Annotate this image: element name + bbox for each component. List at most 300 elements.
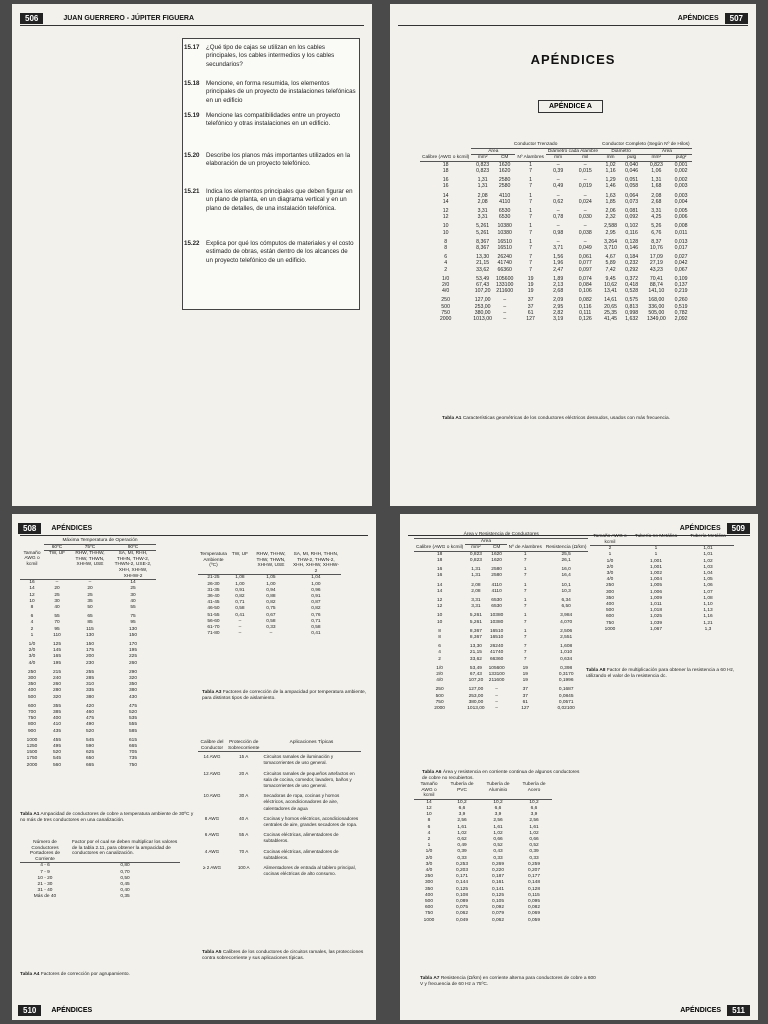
- table-cell: 320: [52, 694, 61, 700]
- table-cell: 0,372: [625, 275, 639, 282]
- page-509: [400, 514, 758, 1020]
- table-cell: 1,96: [553, 260, 564, 267]
- table-cell: 2/0: [28, 648, 36, 654]
- table-cell: 110: [53, 632, 61, 638]
- table-cell: 0,1996: [558, 678, 574, 684]
- page-number: 511: [727, 1005, 750, 1016]
- table-cell: 0,019: [578, 183, 592, 190]
- table-cell: 31 - 40: [37, 888, 53, 894]
- table-cell: 2,506: [560, 628, 573, 634]
- table-row: [414, 551, 588, 558]
- table-cell: 41740: [489, 650, 504, 656]
- table-cell: 2,092: [674, 316, 688, 323]
- table-cell: 50: [87, 604, 93, 610]
- table-cell: 6,6: [458, 805, 466, 811]
- table-cell: 37: [527, 297, 534, 304]
- table-cell: 0,017: [674, 245, 688, 252]
- table-cell: 250: [435, 687, 444, 693]
- table-cell: 1,08: [235, 575, 245, 581]
- table-cell: 410: [52, 722, 61, 728]
- table-cell: 0,102: [625, 223, 639, 230]
- table-cell: –: [583, 192, 587, 199]
- table-cell: 0,106: [578, 288, 592, 295]
- table-cell: 0,82: [235, 593, 245, 599]
- table-cell: 0,040: [625, 161, 639, 168]
- table-cell: 10380: [489, 613, 504, 619]
- table-cell: 1,006: [649, 589, 662, 595]
- table-cell: 400: [27, 688, 36, 694]
- table-cell: 66360: [489, 656, 504, 662]
- table-cell: 12: [442, 208, 449, 214]
- table-cell: 170: [128, 641, 137, 647]
- table-cell: 1: [427, 843, 431, 849]
- question-item: [184, 188, 356, 213]
- table-cell: 46-50: [207, 606, 220, 612]
- table-cell: 13,41: [604, 288, 618, 295]
- table-cell: 12 AWG: [203, 770, 221, 776]
- table-cell: 0,52: [493, 843, 503, 849]
- table-cell: 1/0: [436, 665, 443, 671]
- table-cell: 280: [52, 688, 61, 694]
- caption-text: Factores de corrección de la ampacidad por temperatura ambiente, para distintos tipos de aislamiento.: [202, 690, 366, 701]
- column-header: Nº de Alambres: [508, 544, 542, 550]
- table-cell: 0,3170: [558, 672, 574, 678]
- table-cell: 16,4: [561, 573, 571, 579]
- table-cell: 1,00: [235, 581, 245, 587]
- table-cell: 0,62: [553, 198, 564, 205]
- table-row: [414, 573, 588, 579]
- table-cell: 1,01: [703, 546, 713, 552]
- table-a4-grouping: [20, 840, 180, 901]
- caption-label: Tabla A1: [442, 416, 462, 421]
- page-number: 508: [18, 523, 41, 534]
- temperature-header: 60ºC: [44, 544, 70, 551]
- table-row: [414, 589, 588, 595]
- table-cell: 500: [27, 694, 36, 700]
- header-section: APÉNDICES: [679, 524, 721, 532]
- table-cell: –: [556, 177, 560, 184]
- table-cell: 0,398: [560, 665, 573, 671]
- table-cell: 1,632: [625, 316, 639, 323]
- table-cell: 18: [436, 551, 443, 557]
- table-cell: 2,08: [477, 192, 488, 199]
- question-item: [184, 44, 356, 69]
- table-row: [420, 316, 692, 322]
- table-cell: 0,067: [674, 266, 688, 273]
- table-cell: 0,39: [529, 849, 539, 855]
- caption-circuits: [202, 950, 367, 961]
- table-cell: 10 - 20: [37, 875, 53, 881]
- table-cell: –: [556, 208, 560, 214]
- table-cell: 0,061: [578, 254, 592, 261]
- table-cell: 4/0: [425, 868, 433, 874]
- table-cell: 0,128: [527, 886, 540, 892]
- table-cell: 0,43: [493, 849, 503, 855]
- table-cell: 0,038: [578, 229, 592, 236]
- table-cell: 1620: [491, 551, 502, 557]
- table-cell: 0,40: [120, 888, 130, 894]
- table-cell: 7: [523, 604, 527, 610]
- table-cell: –: [503, 316, 507, 323]
- table-cell: 380: [128, 688, 137, 694]
- table-cell: 1: [523, 551, 527, 557]
- table-cell: 0,80: [120, 863, 130, 869]
- table-cell: 3,710: [604, 245, 618, 252]
- table-cell: 10,62: [604, 282, 618, 289]
- table-cell: 0,33: [457, 855, 467, 861]
- table-cell: 0,125: [455, 886, 468, 892]
- table-cell: 2,08: [477, 198, 488, 205]
- column-header: Tamaño AWG o kcmil: [20, 551, 44, 580]
- table-cell: 4110: [491, 582, 502, 588]
- table-cell: 8: [438, 628, 441, 634]
- table-row: [198, 606, 341, 612]
- table-cell: 0,634: [560, 656, 573, 662]
- column-header: SA, MI, RHH, THHN, THW-2, THWN-2, USE-2, XHH, XHHW, XHHW-2: [110, 551, 156, 580]
- table-row: [198, 582, 341, 588]
- table-cell: 16: [436, 573, 443, 579]
- table-cell: 3,31: [471, 604, 481, 610]
- table-cell: 0,079: [491, 911, 504, 917]
- table-cell: 4: [30, 620, 34, 626]
- table-cell: 1,61: [529, 824, 539, 830]
- table-cell: 0,292: [625, 266, 639, 273]
- table-cell: 0,003: [674, 183, 688, 190]
- table-cell: 61: [527, 309, 534, 316]
- table-cell: 66360: [497, 266, 512, 273]
- table-cell: 385: [52, 710, 61, 716]
- table-cell: –: [583, 223, 587, 230]
- table-cell: 18: [442, 167, 449, 174]
- table-cell: 0,71: [311, 618, 321, 624]
- table-cell: 107,20: [468, 678, 484, 684]
- table-cell: 3,31: [477, 208, 488, 214]
- table-cell: Circuitos ramales de pequeños artefactos en sala de cocina, comedor, lavadero, baños y tomacorrientes de uso general.: [263, 770, 355, 788]
- table-cell: 20,65: [604, 303, 618, 310]
- table-cell: Cocinas eléctricas, alimentadores de subtableros.: [263, 832, 339, 844]
- table-cell: Secadoras de ropa, cocinas y hornos eléctricos, acondicionadores de aire, calentadores de agua: [263, 793, 340, 811]
- column-header: Tubería de Acero: [516, 782, 552, 799]
- table-cell: 0,002: [674, 167, 688, 174]
- table-cell: –: [503, 309, 507, 316]
- table-cell: 1: [523, 613, 527, 619]
- table-cell: 65: [87, 614, 93, 620]
- table-cell: 0,105: [491, 899, 504, 905]
- table-cell: 900: [27, 728, 36, 734]
- table-row: [198, 830, 361, 846]
- table-cell: 1,03: [703, 564, 713, 570]
- table-cell: 2,551: [560, 635, 573, 641]
- table-cell: 51-55: [207, 612, 220, 618]
- table-cell: 133100: [496, 282, 514, 289]
- table-cell: 585: [128, 728, 137, 734]
- table-cell: 70,41: [649, 275, 663, 282]
- table-cell: 4: [444, 260, 448, 267]
- table-cell: 1: [608, 552, 612, 558]
- footer-section: APÉNDICES: [51, 1006, 93, 1014]
- table-cell: 2,588: [604, 223, 618, 230]
- table-cell: 2,13: [553, 282, 564, 289]
- table-cell: 0,128: [625, 238, 639, 245]
- column-header: Calibre del Conductor: [198, 740, 226, 752]
- table-cell: 4,25: [651, 214, 662, 221]
- table-cell: 1,02: [605, 161, 616, 168]
- table-cell: 0,45: [120, 881, 130, 887]
- column-header: mm²: [642, 155, 670, 162]
- table-cell: 3,31: [477, 214, 488, 221]
- table-cell: 1,31: [477, 183, 488, 190]
- table-cell: 435: [52, 728, 61, 734]
- table-cell: 555: [128, 722, 137, 728]
- table-cell: 475: [128, 703, 137, 709]
- question-text: Explica por qué los cómputos de materiales y el costo estimado de obras, están dentro de los alcances de un proyecto telefónico de un edificio.: [206, 240, 354, 264]
- table-cell: 1: [523, 567, 527, 573]
- table-cell: 1: [529, 223, 533, 230]
- header-section: APÉNDICES: [51, 524, 93, 532]
- table-cell: 0,003: [674, 192, 688, 199]
- table-cell: 2,82: [553, 309, 564, 316]
- table-cell: 0,008: [674, 223, 688, 230]
- table-cell: 2,08: [471, 582, 481, 588]
- column-header: Tubería Metálica: [682, 534, 734, 546]
- table-cell: 1,01: [703, 552, 713, 558]
- table-cell: 7: [523, 650, 527, 656]
- caption-text: Factor de multiplicación para obtener la resistencia a 60 Hz, utilizando el valor de la resistencia dc.: [586, 668, 735, 679]
- table-cell: 7: [529, 198, 533, 205]
- table-cell: 3,9: [530, 812, 538, 818]
- question-text: ¿Qué tipo de cajas se utilizan en los cables principales, los cables intermedios y los cables secundarios?: [206, 44, 335, 68]
- table-cell: 3/0: [425, 861, 433, 867]
- table-cell: 1,018: [649, 608, 662, 614]
- table-cell: 1: [529, 238, 533, 245]
- table-cell: 6,34: [561, 598, 571, 603]
- table-cell: 175: [85, 648, 94, 654]
- table-cell: 0,575: [625, 297, 639, 304]
- table-cell: 70: [54, 620, 60, 626]
- table-cell: 1620: [491, 557, 502, 563]
- table-cell: 350: [27, 682, 36, 688]
- table-cell: 1,08: [703, 595, 713, 601]
- table-cell: 0,064: [625, 192, 639, 199]
- table-cell: 10 AWG: [203, 793, 221, 799]
- column-header: Calibre (AWG o kcmil): [422, 154, 470, 160]
- table-cell: 4: [427, 830, 431, 836]
- table-cell: 0,66: [529, 837, 539, 842]
- table-cell: 0,013: [674, 238, 688, 245]
- table-cell: 21-25: [207, 575, 220, 581]
- table-cell: 6: [427, 824, 431, 830]
- header-rule: [20, 25, 364, 26]
- table-cell: 4110: [499, 198, 511, 205]
- question-item: [184, 152, 356, 169]
- table-cell: 1/0: [606, 558, 614, 564]
- table-cell: 3/0: [606, 571, 614, 576]
- col-area: Área: [471, 148, 515, 155]
- table-cell: 55: [54, 614, 60, 620]
- table-cell: –: [556, 238, 560, 245]
- table-cell: 255: [85, 669, 94, 675]
- table-cell: 2,32: [605, 214, 616, 221]
- table-cell: 1,039: [649, 620, 662, 626]
- table-cell: 625: [85, 750, 94, 756]
- page-footer: [18, 1004, 92, 1016]
- column-header: mm²: [465, 545, 486, 552]
- caption-label: Tabla A8: [586, 668, 606, 673]
- table-cell: 0,111: [579, 309, 592, 316]
- table-cell: 545: [85, 737, 94, 743]
- table-cell: –: [583, 208, 587, 214]
- table-cell: 1,04: [311, 575, 321, 581]
- table-cell: 3,984: [560, 613, 573, 619]
- table-cell: 25: [130, 586, 136, 592]
- table-cell: 0,998: [625, 309, 639, 316]
- table-cell: 560: [52, 762, 61, 768]
- table-a8-factor: [590, 534, 734, 633]
- column-header: Nº Alambres: [517, 154, 544, 160]
- table-cell: 0,095: [527, 899, 540, 905]
- table-cell: 400: [605, 602, 614, 608]
- table-cell: 200: [85, 654, 94, 660]
- table-cell: 14: [442, 192, 449, 199]
- question-text: Mencione, en forma resumida, los elementos principales de un proyecto de instalaciones telefónicas en un edificio: [206, 80, 356, 104]
- table-cell: 30: [54, 598, 60, 604]
- column-header: Resistencia (Ω/km): [545, 544, 587, 550]
- table-cell: 1,001: [649, 558, 662, 564]
- table-cell: 211600: [496, 288, 514, 295]
- table-cell: 127: [521, 706, 530, 712]
- caption-text: Ampacidad de conductores de cobre a temperatura ambiente de 30ºC y no más de tres conductores en una canalización.: [20, 812, 194, 823]
- table-cell: 2: [444, 266, 448, 273]
- page-number: 506: [20, 13, 43, 24]
- table-cell: 380,00: [474, 309, 491, 316]
- table-cell: 260: [52, 682, 61, 688]
- table-cell: 2,47: [553, 266, 564, 273]
- column-header: TW, UF: [229, 552, 251, 575]
- table-cell: 2/0: [442, 282, 450, 289]
- table-cell: 5,89: [605, 260, 616, 267]
- table-cell: 0,049: [455, 917, 468, 923]
- table-cell: 1,02: [493, 830, 503, 836]
- table-cell: 0,073: [625, 198, 639, 205]
- table-cell: 1: [523, 628, 527, 634]
- table-cell: 1,31: [477, 177, 488, 184]
- table-cell: 43,23: [649, 266, 663, 273]
- table-cell: 455: [52, 737, 61, 743]
- table-cell: 0,33: [529, 855, 539, 861]
- table-cell: 0,082: [578, 297, 592, 304]
- table-cell: 800: [27, 722, 36, 728]
- caption-ampacity: [20, 812, 198, 823]
- table-cell: 4110: [491, 588, 502, 594]
- page-506: [12, 4, 372, 506]
- table-cell: 0,126: [578, 316, 592, 323]
- table-cell: 7: [529, 260, 533, 267]
- group-header-stranded: Conductor Trenzado: [471, 142, 600, 148]
- table-cell: 1,63: [605, 192, 616, 199]
- table-cell: 37: [522, 693, 528, 699]
- table-cell: 0,109: [674, 275, 688, 282]
- table-cell: 0,116: [578, 303, 592, 310]
- table-cell: 150: [85, 641, 94, 647]
- table-cell: 53,49: [469, 665, 482, 671]
- table-cell: 16: [442, 183, 449, 190]
- table-cell: 16510: [497, 245, 512, 252]
- table-cell: 4,070: [560, 619, 573, 625]
- table-cell: 0,092: [625, 214, 639, 221]
- column-header: Tamaño AWG o kcmil: [590, 534, 630, 546]
- table-cell: 500: [435, 693, 444, 699]
- table-cell: 290: [128, 669, 137, 675]
- table-cell: 14: [29, 586, 35, 592]
- table-cell: 650: [85, 756, 94, 762]
- table-cell: 1,61: [457, 824, 467, 830]
- table-cell: –: [583, 238, 587, 245]
- table-cell: 95: [130, 620, 136, 626]
- table-row: [414, 558, 588, 564]
- table-cell: 15 A: [239, 754, 249, 760]
- table-cell: 13,30: [469, 644, 482, 650]
- table-cell: 40: [130, 598, 136, 604]
- table-cell: 5,261: [469, 613, 482, 619]
- caption-text: Resistencia (Ω/km) en corriente alterna para conductores de cobre a 600 V y frecuencia de 60 Hz a 75ºC.: [420, 976, 596, 987]
- col-diam-wire: Diámetro cada Alambre: [547, 148, 599, 154]
- table-cell: 10,2: [493, 799, 503, 805]
- table-cell: 67,43: [469, 672, 482, 678]
- table-cell: 320: [128, 676, 137, 681]
- table-cell: 7: [529, 229, 533, 236]
- table-cell: 8: [444, 245, 448, 252]
- table-cell: 1: [529, 177, 533, 184]
- table-cell: 495: [52, 744, 61, 750]
- table-cell: 10380: [497, 223, 512, 230]
- table-cell: 0,089: [455, 899, 468, 905]
- table-cell: 0,074: [578, 275, 592, 282]
- table-cell: 0,024: [578, 198, 592, 205]
- table-cell: 0,002: [674, 177, 688, 184]
- table-cell: 1013,00: [473, 316, 493, 323]
- table-cell: 420: [85, 703, 94, 709]
- table-row: [198, 769, 361, 792]
- table-cell: 4/0: [436, 678, 443, 684]
- table-cell: 12: [436, 598, 443, 603]
- table-cell: 0,96: [311, 587, 321, 593]
- table-cell: 505,00: [648, 309, 665, 316]
- table-cell: 14: [436, 588, 443, 594]
- table-a1: [420, 142, 692, 322]
- caption-grouping: [20, 972, 190, 978]
- table-cell: 7: [529, 167, 533, 174]
- table-cell: 31-35: [207, 587, 220, 593]
- table-cell: 475: [85, 716, 94, 722]
- table-cell: 0,049: [578, 245, 592, 252]
- table-cell: 141,10: [648, 288, 665, 295]
- table-cell: 41-45: [207, 600, 220, 606]
- table-cell: 10,3: [561, 588, 571, 594]
- table-cell: 300: [605, 589, 614, 595]
- table-a5-circuits: [198, 740, 361, 879]
- table-cell: 14,61: [604, 297, 618, 304]
- table-cell: 26,1: [561, 557, 571, 563]
- table-cell: 8: [30, 604, 34, 610]
- table-cell: 0,02100: [557, 706, 575, 712]
- table-cell: 750: [27, 716, 36, 722]
- table-cell: 40: [54, 604, 60, 610]
- table-cell: 33,62: [469, 656, 482, 662]
- table-cell: 7: [523, 635, 527, 641]
- table-cell: –: [556, 161, 560, 168]
- column-header: Factor por el cual se deben multiplicar los valores de la tabla 2.11, para obtener la ampacidad de conductores en canalización.: [70, 840, 180, 863]
- table-cell: 1: [529, 161, 533, 168]
